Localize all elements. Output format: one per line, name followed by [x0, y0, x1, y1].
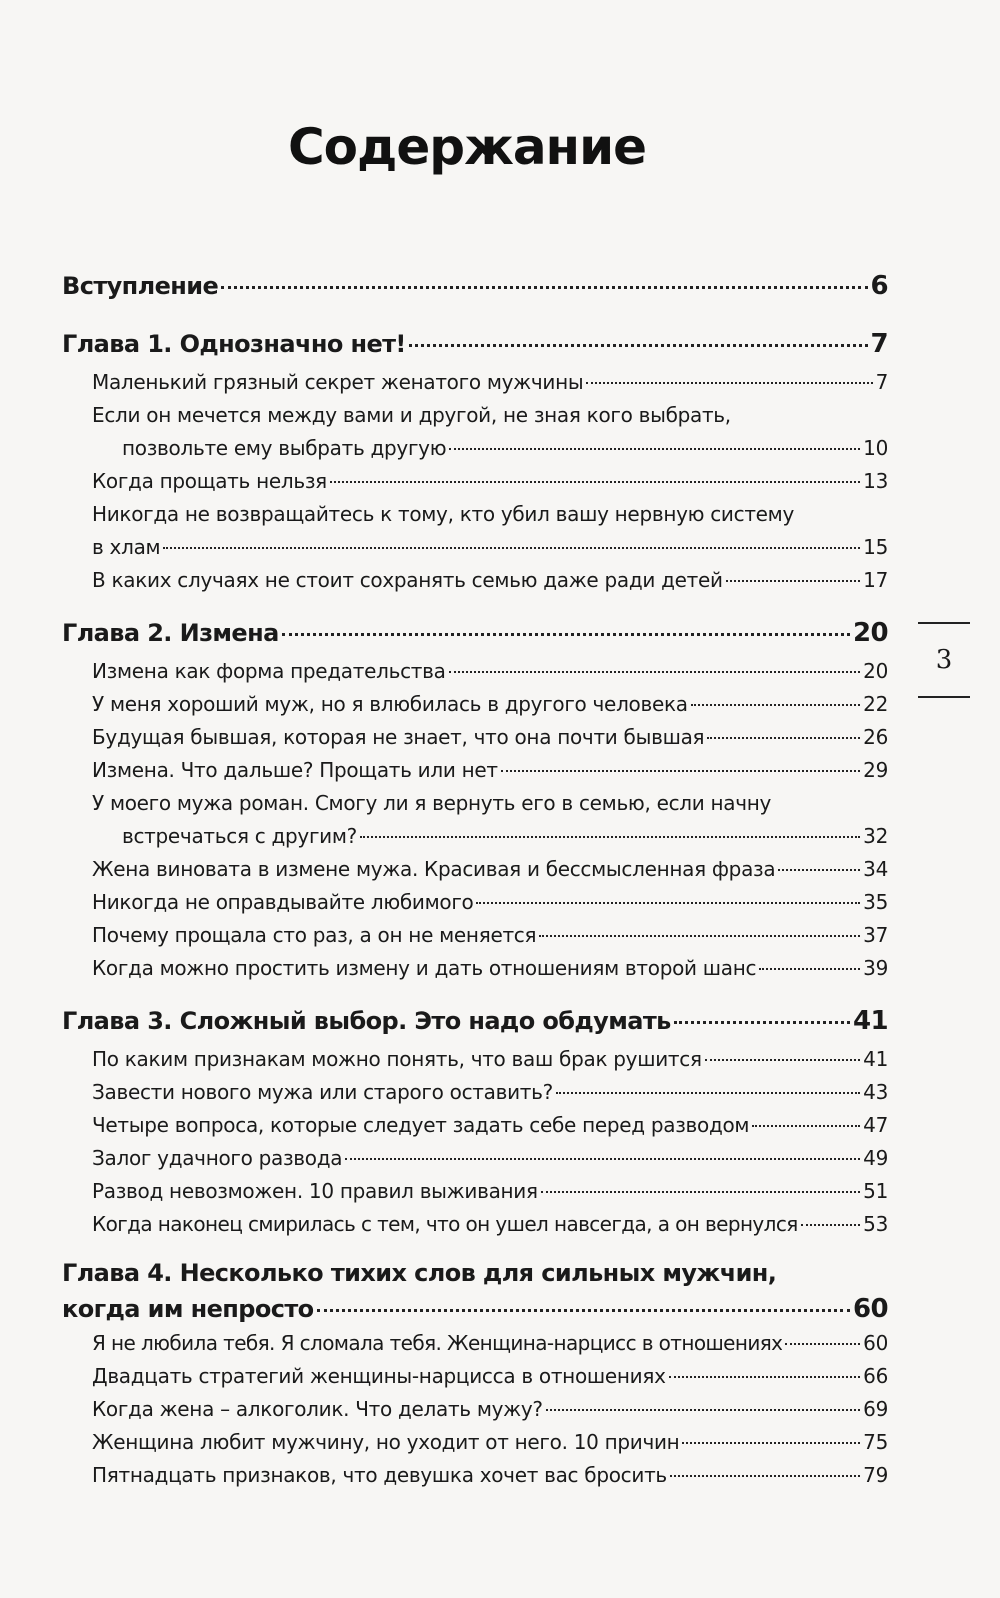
toc-item-page: 26: [863, 725, 888, 749]
toc-item[interactable]: [92, 1426, 888, 1459]
leader-dots: [360, 836, 860, 838]
leader-dots: [674, 1021, 850, 1024]
toc-item-title: Когда жена – алкоголик. Что делать мужу?: [92, 1397, 543, 1421]
toc-item[interactable]: [92, 853, 888, 886]
page-number: 3: [935, 645, 953, 675]
toc-item-title: Почему прощала сто раз, а он не меняется: [92, 923, 537, 947]
chapter-items: [62, 1043, 888, 1241]
toc-item[interactable]: [92, 655, 888, 688]
leader-dots: [670, 1475, 860, 1477]
leader-dots: [669, 1376, 861, 1378]
leader-dots: [501, 770, 860, 772]
toc-item[interactable]: [92, 564, 888, 597]
toc-item-page: 49: [863, 1146, 888, 1170]
leader-dots: [317, 1309, 850, 1312]
leader-dots: [163, 547, 860, 549]
leader-dots: [556, 1092, 860, 1094]
toc-entry-page: 6: [870, 271, 888, 301]
chapter-title: Глава 3. Сложный выбор. Это надо обдумать: [62, 1007, 671, 1035]
toc-item-page: 17: [863, 568, 888, 592]
toc-item-title: Развод невозможен. 10 правил выживания: [92, 1179, 538, 1203]
toc-item-title: Женщина любит мужчину, но уходит от него. 10 причин: [92, 1430, 680, 1454]
leader-dots: [221, 286, 867, 289]
leader-dots: [539, 935, 860, 937]
toc-item-page: 60: [863, 1331, 888, 1355]
chapter-title: Глава 1. Однозначно нет!: [62, 330, 406, 358]
chapter-page: 7: [870, 329, 888, 359]
chapter-title: Глава 2. Измена: [62, 619, 279, 647]
toc-item-page: 10: [863, 436, 888, 460]
toc-item-title: По каким признакам можно понять, что ваш брак рушится: [92, 1047, 702, 1071]
toc-item-page: 34: [863, 857, 888, 881]
toc-item[interactable]: [92, 721, 888, 754]
toc-item-page: 39: [863, 956, 888, 980]
toc-item[interactable]: [92, 688, 888, 721]
toc-item-page: 41: [863, 1047, 888, 1071]
toc-item-title: Измена как форма предательства: [92, 659, 446, 683]
toc-chapter-heading[interactable]: [62, 1255, 888, 1327]
toc-item[interactable]: [92, 919, 888, 952]
toc-item-page: 37: [863, 923, 888, 947]
toc-item[interactable]: [92, 1459, 888, 1492]
toc-item[interactable]: [92, 1142, 888, 1175]
toc-item[interactable]: [92, 1175, 888, 1208]
toc-item[interactable]: [92, 952, 888, 985]
chapter-page: 60: [853, 1294, 888, 1324]
toc-item-title: В каких случаях не стоит сохранять семью даже ради детей: [92, 568, 723, 592]
toc-item-page: 20: [863, 659, 888, 683]
leader-dots: [752, 1125, 860, 1127]
toc-item-title: Измена. Что дальше? Прощать или нет: [92, 758, 498, 782]
toc-item-page: 43: [863, 1080, 888, 1104]
leader-dots: [682, 1442, 860, 1444]
toc-chapter-2: [62, 611, 888, 985]
chapter-items: [62, 366, 888, 597]
toc-item-title: Когда можно простить измену и дать отношениям второй шанс: [92, 956, 757, 980]
toc-item-title-cont: позвольте ему выбрать другую: [122, 436, 447, 460]
chapter-title: Глава 4. Несколько тихих слов для сильных мужчин,: [62, 1259, 777, 1287]
toc-item-page: 66: [863, 1364, 888, 1388]
leader-dots: [801, 1224, 860, 1226]
toc-item-title: Никогда не возвращайтесь к тому, кто убил вашу нервную систему: [92, 502, 794, 526]
leader-dots: [705, 1059, 860, 1061]
toc-item-page: 79: [863, 1463, 888, 1487]
chapter-title-cont: когда им непросто: [62, 1295, 314, 1323]
toc-item-title: Будущая бывшая, которая не знает, что она почти бывшая: [92, 725, 705, 749]
toc-item-page: 32: [863, 824, 888, 848]
toc-item[interactable]: [92, 787, 888, 853]
leader-dots: [586, 382, 872, 384]
toc-item[interactable]: [92, 1208, 888, 1241]
toc-item-title: Пятнадцать признаков, что девушка хочет вас бросить: [92, 1463, 667, 1487]
chapter-items: [62, 655, 888, 985]
leader-dots: [449, 671, 861, 673]
toc-chapter-3: [62, 999, 888, 1241]
toc-item-title: Когда наконец смирилась с тем, что он ушел навсегда, а он вернулся: [92, 1212, 798, 1236]
page-number-marker: [918, 622, 970, 698]
toc-item-page: 51: [863, 1179, 888, 1203]
toc-item-title: У моего мужа роман. Смогу ли я вернуть его в семью, если начну: [92, 791, 772, 815]
toc-chapter-heading[interactable]: [62, 999, 888, 1043]
chapter-items: [62, 1327, 888, 1492]
toc-item-title: Двадцать стратегий женщины-нарцисса в отношениях: [92, 1364, 666, 1388]
toc-item-page: 7: [875, 370, 888, 394]
toc-item[interactable]: [92, 754, 888, 787]
leader-dots: [691, 704, 860, 706]
toc-item-title: Залог удачного развода: [92, 1146, 343, 1170]
toc-item[interactable]: [92, 1360, 888, 1393]
toc-item-title: Маленький грязный секрет женатого мужчины: [92, 370, 584, 394]
toc-item-title: Завести нового мужа или старого оставить?: [92, 1080, 553, 1104]
toc-item[interactable]: [92, 1076, 888, 1109]
toc-item-page: 29: [863, 758, 888, 782]
toc-item-title: Четыре вопроса, которые следует задать себе перед разводом: [92, 1113, 750, 1137]
leader-dots: [707, 737, 860, 739]
toc-item[interactable]: [92, 1109, 888, 1142]
toc-item-page: 75: [863, 1430, 888, 1454]
leader-dots: [282, 633, 850, 636]
toc-item-title-cont: в хлам: [92, 535, 161, 559]
toc-item-title: Когда прощать нельзя: [92, 469, 327, 493]
leader-dots: [330, 481, 860, 483]
leader-dots: [345, 1158, 860, 1160]
leader-dots: [726, 580, 860, 582]
toc-item-title: У меня хороший муж, но я влюбилась в другого человека: [92, 692, 688, 716]
toc-entry-intro[interactable]: [62, 264, 888, 308]
toc-item[interactable]: [92, 1327, 888, 1360]
toc-item-title: Я не любила тебя. Я сломала тебя. Женщина-нарцисс в отношениях: [92, 1331, 783, 1355]
toc-item[interactable]: [92, 399, 888, 465]
toc-item[interactable]: [92, 465, 888, 498]
toc-item-page: 53: [863, 1212, 888, 1236]
toc-item-page: 35: [863, 890, 888, 914]
toc-item[interactable]: [92, 366, 888, 399]
page-title: Содержание: [287, 118, 647, 176]
toc-item[interactable]: [92, 1393, 888, 1426]
leader-dots: [785, 1343, 860, 1345]
toc-item-title: Никогда не оправдывайте любимого: [92, 890, 474, 914]
leader-dots: [778, 869, 860, 871]
toc-item[interactable]: [92, 498, 888, 564]
toc-entry-title: Вступление: [62, 272, 219, 300]
toc-item-title: Жена виновата в измене мужа. Красивая и бессмысленная фраза: [92, 857, 776, 881]
leader-dots: [449, 448, 860, 450]
chapter-page: 41: [853, 1006, 888, 1036]
toc-item-page: 15: [863, 535, 888, 559]
toc-chapter-4: [62, 1255, 888, 1492]
page-number-rule-bottom: [918, 696, 970, 698]
chapter-page: 20: [853, 618, 888, 648]
toc-chapter-1: [62, 322, 888, 597]
toc-item[interactable]: [92, 886, 888, 919]
toc-item-page: 69: [863, 1397, 888, 1421]
table-of-contents: [62, 264, 888, 1506]
leader-dots: [546, 1409, 860, 1411]
toc-item-page: 22: [863, 692, 888, 716]
toc-chapter-heading[interactable]: [62, 611, 888, 655]
toc-item[interactable]: [92, 1043, 888, 1076]
leader-dots: [476, 902, 860, 904]
toc-item-title: Если он мечется между вами и другой, не зная кого выбрать,: [92, 403, 731, 427]
toc-intro-section: [62, 264, 888, 308]
toc-item-title-cont: встречаться с другим?: [122, 824, 357, 848]
toc-item-page: 47: [863, 1113, 888, 1137]
leader-dots: [541, 1191, 860, 1193]
leader-dots: [409, 344, 868, 347]
leader-dots: [759, 968, 860, 970]
toc-chapter-heading[interactable]: [62, 322, 888, 366]
toc-item-page: 13: [863, 469, 888, 493]
